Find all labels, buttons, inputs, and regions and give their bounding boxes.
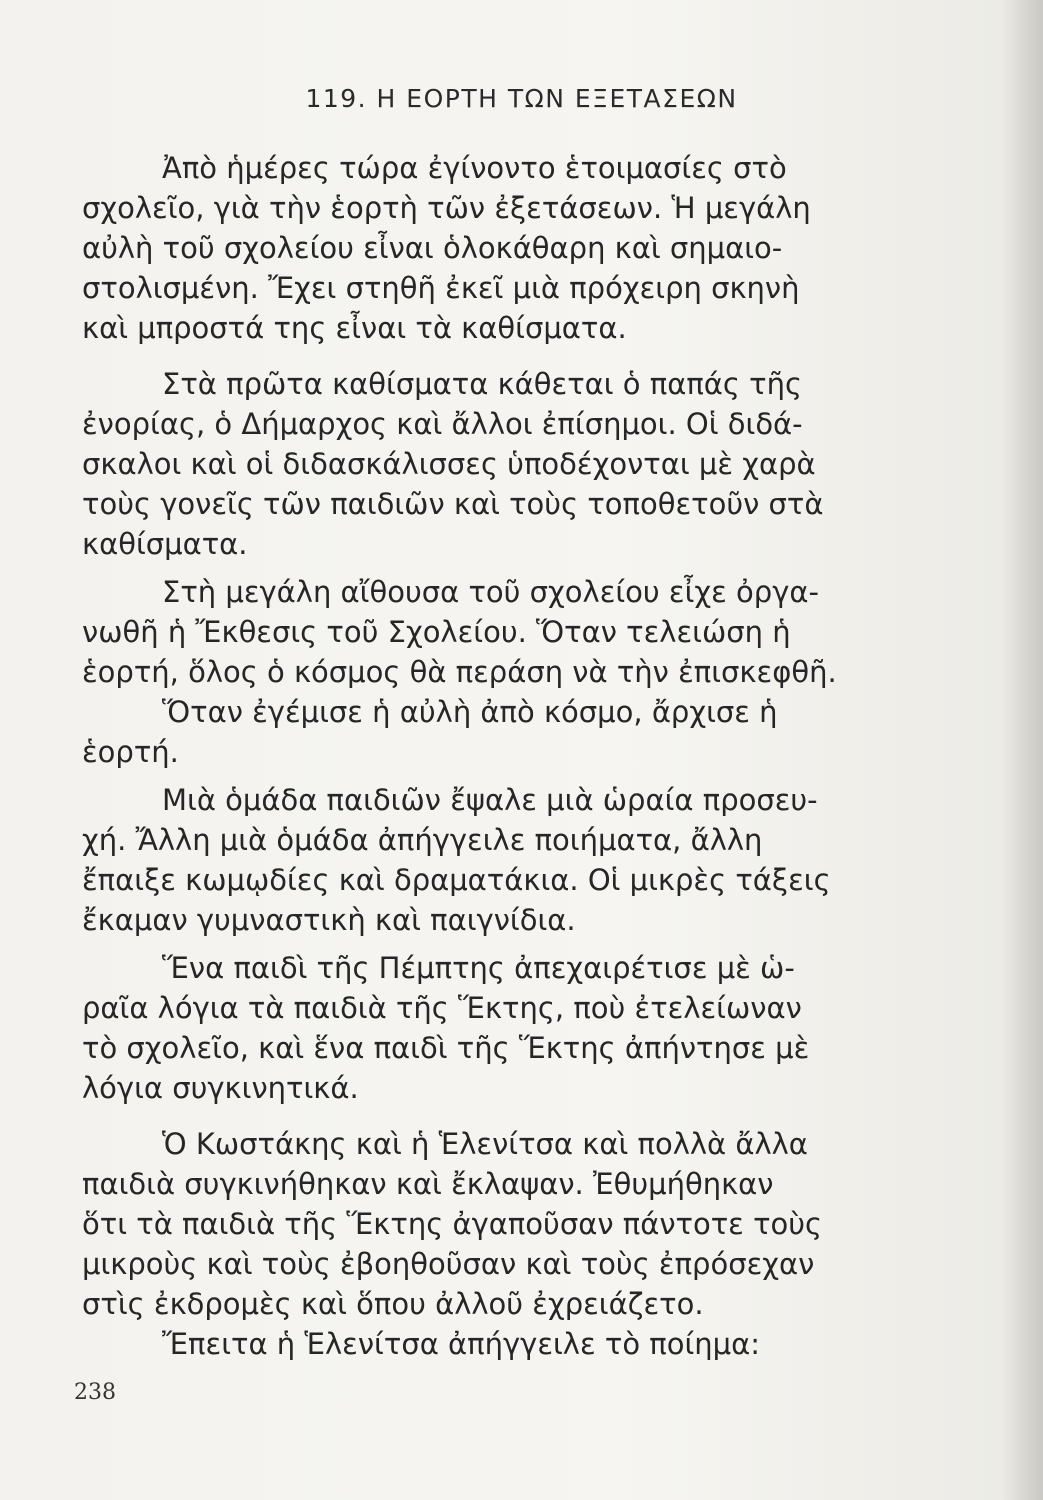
text-line: Στὴ μεγάλη αἴθουσα τοῦ σχολείου εἶχε ὀργα- [162, 575, 819, 609]
chapter-title: 119. Η ΕΟΡΤΗ ΤΩΝ ΕΞΕΤΑΣΕΩΝ [305, 84, 738, 113]
body-text [82, 148, 932, 1364]
text-line: νωθῆ ἡ Ἔκθεσις τοῦ Σχολείου. Ὅταν τελειώση ἡ [82, 615, 791, 649]
text-line: ἐνορίας, ὁ Δήμαρχος καὶ ἄλλοι ἐπίσημοι. Οἱ διδά- [82, 407, 803, 441]
text-line: χή. Ἄλλη μιὰ ὁμάδα ἀπήγγειλε ποιήματα, ἄλλη [82, 823, 763, 857]
text-line: λόγια συγκινητικά. [82, 1071, 359, 1105]
paragraph [82, 1124, 932, 1324]
text-line: Ἔπειτα ἡ Ἑλενίτσα ἀπήγγειλε τὸ ποίημα: [162, 1327, 761, 1361]
text-line: Ἕνα παιδὶ τῆς Πέμπτης ἀπεχαιρέτισε μὲ ὡ- [162, 951, 795, 985]
text-line: καθίσματα. [82, 527, 248, 561]
text-line: Ἀπὸ ἡμέρες τώρα ἐγίνοντο ἑτοιμασίες στὸ [162, 151, 787, 185]
paragraph [82, 692, 932, 772]
text-line: στὶς ἐκδρομὲς καὶ ὅπου ἀλλοῦ ἐχρειάζετο. [82, 1287, 704, 1321]
text-line: ραῖα λόγια τὰ παιδιὰ τῆς Ἕκτης, ποὺ ἐτελείωναν [82, 991, 802, 1025]
text-line: ἔπαιξε κωμῳδίες καὶ δραματάκια. Οἱ μικρὲς τάξεις [82, 863, 831, 897]
text-line: παιδιὰ συγκινήθηκαν καὶ ἔκλαψαν. Ἐθυμήθηκαν [82, 1167, 774, 1201]
text-line: ἑορτή, ὅλος ὁ κόσμος θὰ περάση νὰ τὴν ἐπισκεφθῆ. [82, 655, 837, 689]
text-line: μικροὺς καὶ τοὺς ἐβοηθοῦσαν καὶ τοὺς ἐπρόσεχαν [82, 1247, 815, 1281]
text-line: Ὅταν ἐγέμισε ἡ αὐλὴ ἀπὸ κόσμο, ἄρχισε ἡ [162, 695, 778, 729]
text-line: αὐλὴ τοῦ σχολείου εἶναι ὁλοκάθαρη καὶ σημαιο- [82, 231, 783, 265]
text-line: τοὺς γονεῖς τῶν παιδιῶν καὶ τοὺς τοποθετοῦν στὰ [82, 487, 824, 521]
text-line: ὅτι τὰ παιδιὰ τῆς Ἕκτης ἀγαποῦσαν πάντοτε τοὺς [82, 1207, 823, 1241]
paragraph [82, 364, 932, 564]
text-line: ἔκαμαν γυμναστικὴ καὶ παιγνίδια. [82, 903, 576, 937]
paragraph [82, 948, 932, 1108]
text-line: τὸ σχολεῖο, καὶ ἕνα παιδὶ τῆς Ἕκτης ἀπήντησε μὲ [82, 1031, 810, 1065]
paragraph [82, 148, 932, 348]
text-line: Στὰ πρῶτα καθίσματα κάθεται ὁ παπάς τῆς [162, 367, 803, 401]
text-line: σκαλοι καὶ οἱ διδασκάλισσες ὑποδέχονται μὲ χαρὰ [82, 447, 816, 481]
text-line: σχολεῖο, γιὰ τὴν ἑορτὴ τῶν ἐξετάσεων. Ἡ μεγάλη [82, 191, 811, 225]
text-line: Μιὰ ὁμάδα παιδιῶν ἔψαλε μιὰ ὡραία προσευ- [162, 783, 818, 817]
page-number: 238 [74, 1380, 116, 1405]
text-line: Ὁ Κωστάκης καὶ ἡ Ἑλενίτσα καὶ πολλὰ ἄλλα [162, 1127, 808, 1161]
text-line: στολισμένη. Ἔχει στηθῆ ἐκεῖ μιὰ πρόχειρη σκηνὴ [82, 271, 800, 305]
text-line: καὶ μπροστά της εἶναι τὰ καθίσματα. [82, 311, 627, 345]
paragraph [82, 572, 932, 692]
text-line: ἑορτή. [82, 735, 179, 769]
paragraph [82, 780, 932, 940]
paragraph [82, 1324, 932, 1364]
